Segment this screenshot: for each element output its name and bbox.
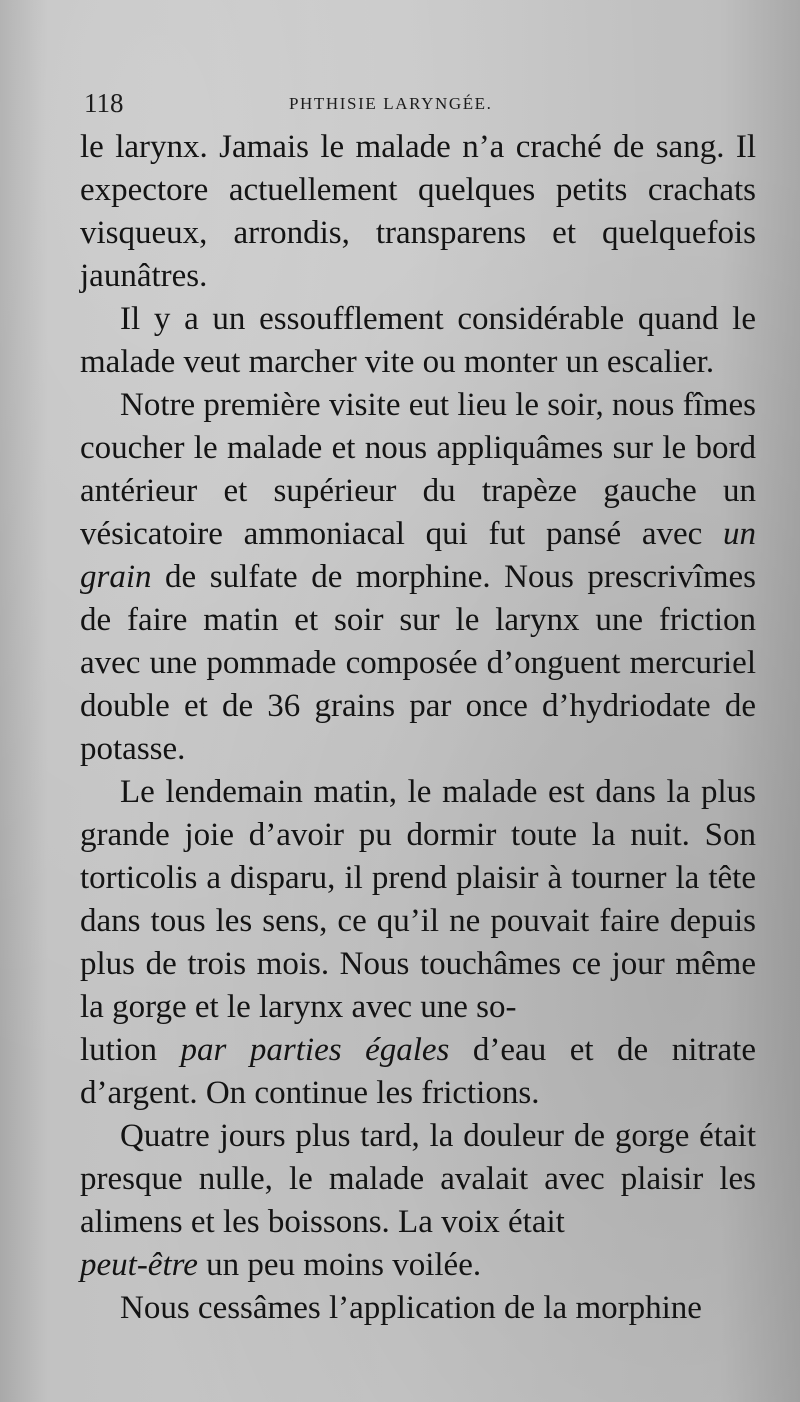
paragraph-5: Quatre jours plus tard, la douleur de gorge était presque nulle, le malade avalait avec plaisir les alimens et les boissons. La voix était xyxy=(80,1118,756,1240)
page-header xyxy=(84,88,740,118)
paragraph-4-italic: par parties égales xyxy=(180,1032,450,1068)
paragraph-5-text-end: un peu moins voilée. xyxy=(197,1247,482,1283)
paragraph-3-italic: un grain xyxy=(80,516,756,595)
paragraph-1: le larynx. Jamais le malade n’a craché de sang. Il expectore actuellement quelques petits crachats visqueux, arrondis, transparens et quelquefois jaunâtres. xyxy=(80,129,756,294)
paragraph-2: Il y a un essoufflement considérable quand le malade veut marcher vite ou monter un escalier. xyxy=(80,301,756,380)
paragraph-3-text-end: de sulfate de morphine. Nous prescrivîmes de faire matin et soir sur le larynx une friction avec une pommade composée d’onguent mercuriel double et de 36 grains par once d’hydriodate de potasse. xyxy=(80,559,756,767)
paragraph-4-text-end: d’eau et de nitrate d’argent. On continue les frictions. xyxy=(80,1032,756,1111)
paragraph-5-continuation xyxy=(80,1244,756,1287)
paragraph-5-italic: peut-être xyxy=(80,1247,198,1283)
paragraph-3-text-start: Notre première visite eut lieu le soir, nous fîmes coucher le malade et nous appliquâmes sur le bord antérieur et supérieur du trapèze gauche un vésicatoire ammoniacal qui fut pansé avec xyxy=(80,387,756,552)
paragraph-4-continuation xyxy=(80,1029,756,1115)
paragraph-4-text-start: lution xyxy=(80,1032,181,1068)
page-number: 118 xyxy=(84,88,124,118)
paragraph-4: Le lendemain matin, le malade est dans la plus grande joie d’avoir pu dormir toute la nuit. Son torticolis a disparu, il prend plaisir à tourner la tête dans tous les sens, ce qu’il ne pouvait faire depuis plus de trois mois. Nous touchâmes ce jour même la gorge et le larynx avec une so- xyxy=(80,774,756,1025)
paragraph-3 xyxy=(80,384,756,771)
running-head: PHTHISIE LARYNGÉE. xyxy=(289,94,493,113)
paragraph-6: Nous cessâmes l’application de la morphine xyxy=(120,1290,702,1326)
body-text xyxy=(80,126,756,1330)
